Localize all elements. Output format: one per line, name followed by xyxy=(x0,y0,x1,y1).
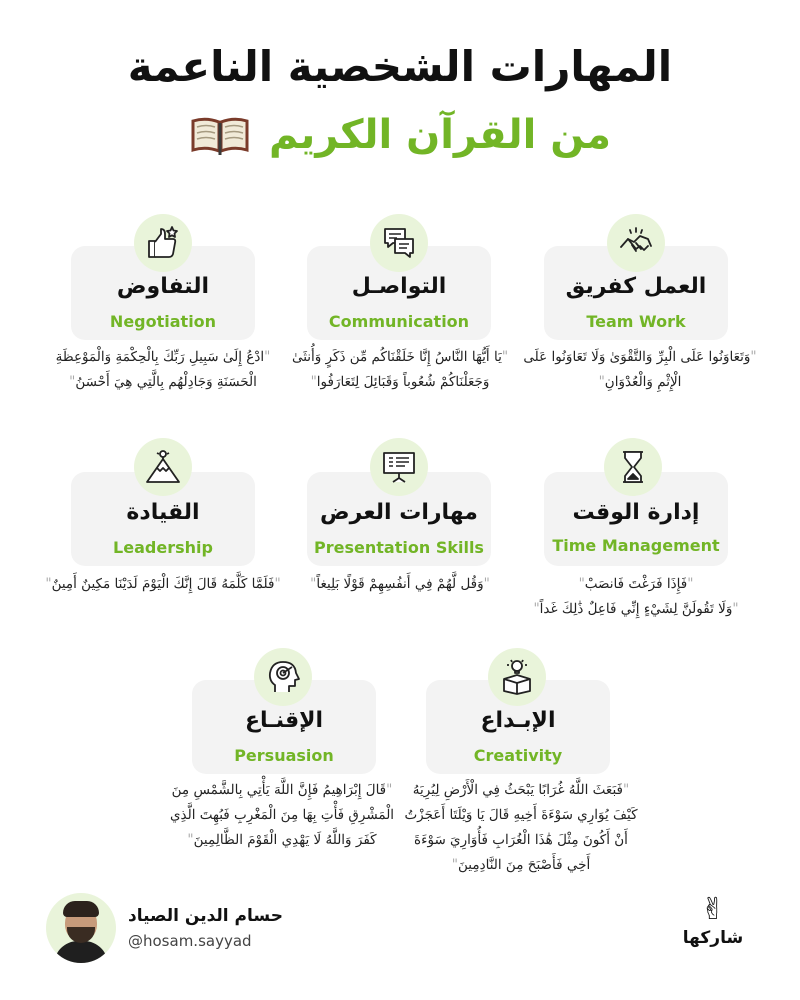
skill-title-en: Communication xyxy=(328,312,470,331)
share-label: شاركها xyxy=(682,928,744,948)
verse-presentation: "وَقُل لَّهُمْ فِي أَنفُسِهِمْ قَوْلًا بَلِيغاً" xyxy=(310,576,490,592)
skill-title-en: Negotiation xyxy=(109,312,217,331)
verse-team-work: "وَتَعَاوَنُوا عَلَى الْبِرِّ وَالتَّقْوَىٰ وَلَا تَعَاوَنُوا عَلَى الْإِثْمِ وَالْعُدْوَانِ" xyxy=(523,349,757,390)
author-text xyxy=(128,906,283,950)
page-subtitle: من القرآن الكريم xyxy=(268,112,612,158)
skill-title-ar: الإبـداع xyxy=(480,708,556,733)
skill-title-en: Time Management xyxy=(552,536,720,555)
head-target-icon xyxy=(254,648,312,706)
skill-title-en: Team Work xyxy=(586,312,686,331)
page-title: المهارات الشخصية الناعمة xyxy=(127,42,673,91)
skill-title-ar: مهارات العرض xyxy=(320,500,478,525)
skill-title-en: Creativity xyxy=(473,746,563,765)
thumbs-up-star-icon xyxy=(134,214,192,272)
author-name: حسام الدين الصياد xyxy=(128,906,283,926)
skill-title-ar: إدارة الوقت xyxy=(572,500,700,525)
skill-title-ar: الإقنـاع xyxy=(244,708,324,733)
verse-creativity: "فَبَعَثَ اللَّهُ غُرَابًا يَبْحَثُ فِي الْأَرْضِ لِيُرِيَهُ كَيْفَ يُوَارِي سَوْءَةَ أَخِيهِ قَالَ يَا وَيْلَتَا أَعَجَزْتُ أَنْ أَكُونَ مِثْلَ هَٰذَا الْغُرَابِ فَأُوَارِيَ سَوْءَةَ أَخِي فَأَصْبَحَ مِنَ النَّادِمِينَ" xyxy=(404,782,638,873)
skill-title-en: Presentation Skills xyxy=(314,538,484,557)
chat-bubbles-icon xyxy=(370,214,428,272)
skill-title-ar: التواصـل xyxy=(351,274,447,299)
verse-negotiation: "ادْعُ إِلَىٰ سَبِيلِ رَبِّكَ بِالْحِكْمَةِ وَالْمَوْعِظَةِ الْحَسَنَةِ وَجَادِلْهُم بِالَّتِي هِيَ أَحْسَنُ" xyxy=(55,349,271,390)
avatar xyxy=(46,893,116,963)
verse-persuasion: "قَالَ إِبْرَاهِيمُ فَإِنَّ اللَّهَ يَأْتِي بِالشَّمْسِ مِنَ الْمَشْرِقِ فَأْتِ بِهَا مِنَ الْمَغْرِبِ فَبُهِتَ الَّذِي كَفَرَ وَاللَّهُ لَا يَهْدِي الْقَوْمَ الظَّالِمِينَ" xyxy=(169,782,395,848)
skill-title-en: Persuasion xyxy=(234,746,334,765)
author-block xyxy=(46,893,283,963)
skill-title-ar: التفاوض xyxy=(116,274,210,299)
skill-title-en: Leadership xyxy=(113,538,213,557)
verse-time-management xyxy=(516,572,756,622)
verse-line: "وَلَا تَقُولَنَّ لِشَيْءٍ إِنِّي فَاعِلٌ ذَٰلِكَ غَداً" xyxy=(533,601,739,617)
skill-title-ar: القيادة xyxy=(126,500,200,525)
verse-line: "فَإِذَا فَرَغْتَ فَانصَبْ" xyxy=(578,576,694,592)
share-button[interactable] xyxy=(678,892,748,948)
lightbulb-box-icon xyxy=(488,648,546,706)
open-book-icon xyxy=(189,115,251,155)
skill-title-ar: العمل كفريق xyxy=(565,274,707,299)
author-handle: @hosam.sayyad xyxy=(128,932,252,950)
mountain-flag-icon xyxy=(134,438,192,496)
verse-leadership: "فَلَمَّا كَلَّمَهُ قَالَ إِنَّكَ الْيَوْمَ لَدَيْنَا مَكِينٌ أَمِينٌ" xyxy=(45,576,281,592)
subtitle-row xyxy=(0,112,800,158)
presentation-board-icon xyxy=(370,438,428,496)
verse-communication: "يَا أَيُّهَا النَّاسُ إِنَّا خَلَقْنَاكُم مِّن ذَكَرٍ وَأُنثَىٰ وَجَعَلْنَاكُمْ شُعُوباً وَقَبَائِلَ لِتَعَارَفُوا" xyxy=(291,349,509,390)
victory-hand-icon: ✌ xyxy=(700,892,726,927)
hourglass-icon xyxy=(604,438,662,496)
handshake-icon xyxy=(607,214,665,272)
